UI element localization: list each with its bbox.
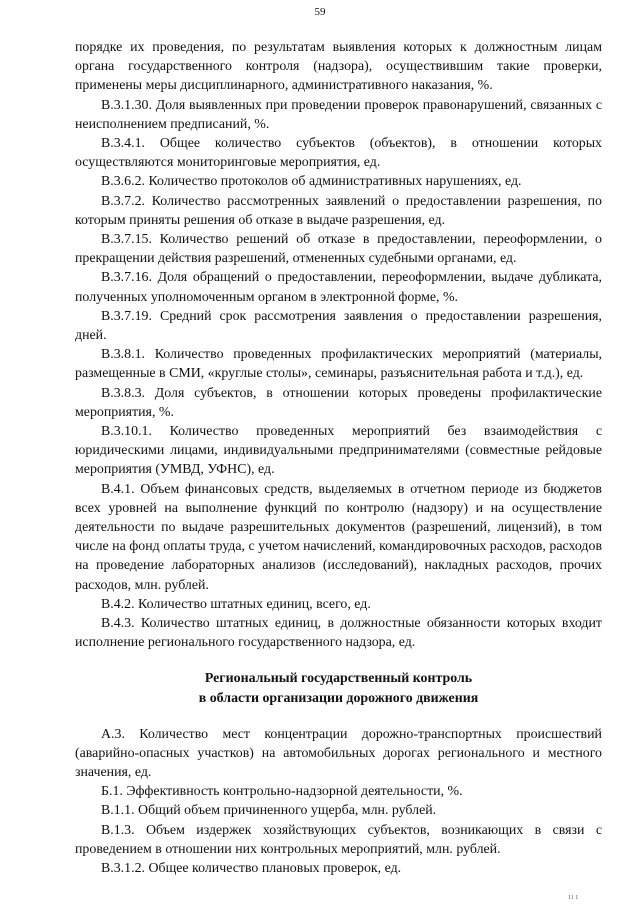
paragraph: В.3.1.30. Доля выявленных при проведении проверок правонарушений, связанных с неисполнением предписаний, %.	[75, 97, 602, 132]
paragraph: В.3.4.1. Общее количество субъектов (объектов), в отношении которых осуществляются мониторинговые мероприятия, ед.	[75, 136, 602, 171]
document-body	[75, 38, 602, 878]
paragraph: В.3.7.2. Количество рассмотренных заявлений о предоставлении разрешения, по которым приняты решения об отказе в выдаче разрешения, ед.	[75, 193, 602, 228]
paragraph: В.3.10.1. Количество проведенных мероприятий без взаимодействия с юридическими лицами, индивидуальными предпринимателями (совместные рейдовые мероприятия (УМВД, УФНС), ед.	[75, 424, 602, 478]
paragraph: В.4.3. Количество штатных единиц, в должностные обязанности которых входит исполнение регионального государственного надзора, ед.	[75, 616, 602, 651]
paragraph: порядке их проведения, по результатам выявления которых к должностным лицам органа государственного контроля (надзора), осуществившим такие проверки, применены меры дисциплинарного, административного наказания, %.	[75, 40, 602, 94]
section-heading-line-1: Региональный государственный контроль	[204, 670, 473, 686]
paragraph: В.3.8.3. Доля субъектов, в отношении которых проведены профилактические мероприятия, %.	[75, 385, 602, 420]
footer-mark: 11 1	[568, 895, 579, 901]
paragraph: Б.1. Эффективность контрольно-надзорной деятельности, %.	[101, 784, 463, 800]
paragraph: В.3.7.16. Доля обращений о предоставлении, переоформлении, выдаче дубликата, полученных уполномоченным органом в электронной форме, %.	[75, 270, 602, 305]
paragraph: В.1.3. Объем издержек хозяйствующих субъектов, возникающих в связи с проведением в отношении них контрольных мероприятий, млн. рублей.	[75, 822, 602, 857]
paragraph: А.3. Количество мест концентрации дорожно-транспортных происшествий (аварийно-опасных участков) на автомобильных дорогах регионального и местного значения, ед.	[75, 726, 602, 780]
section-heading	[75, 669, 602, 709]
paragraph: В.1.1. Общий объем причиненного ущерба, млн. рублей.	[101, 803, 437, 819]
paragraph: В.3.7.19. Средний срок рассмотрения заявления о предоставлении разрешения, дней.	[75, 308, 602, 344]
section-heading-line-2: в области организации дорожного движения	[198, 690, 479, 706]
paragraph: В.3.7.15. Количество решений об отказе в предоставлении, переоформлении, о прекращении действия разрешений, отмененных судебными органами, ед.	[75, 232, 602, 267]
paragraph: В.3.6.2. Количество протоколов об административных нарушениях, ед.	[101, 174, 522, 190]
paragraph: В.4.2. Количество штатных единиц, всего, ед.	[101, 596, 371, 612]
paragraph: В.4.1. Объем финансовых средств, выделяемых в отчетном периоде из бюджетов всех уровней на выполнение функций по контролю (надзору) и на осуществление деятельности по выдаче разрешительных документов (разрешений, лицензий), в том числе на фонд оплаты труда, с учетом начислений, командировочных расходов, расходов на проведение лабораторных анализов (исследований), накладных расходов, прочих расходов, млн. рублей.	[75, 481, 602, 593]
paragraph: В.3.8.1. Количество проведенных профилактических мероприятий (материалы, размещенные в СМИ, «круглые столы», семинары, разъяснительная работа и т.д.), ед.	[75, 347, 602, 382]
page-number: 59	[314, 6, 326, 18]
paragraph: В.3.1.2. Общее количество плановых проверок, ед.	[101, 860, 402, 876]
